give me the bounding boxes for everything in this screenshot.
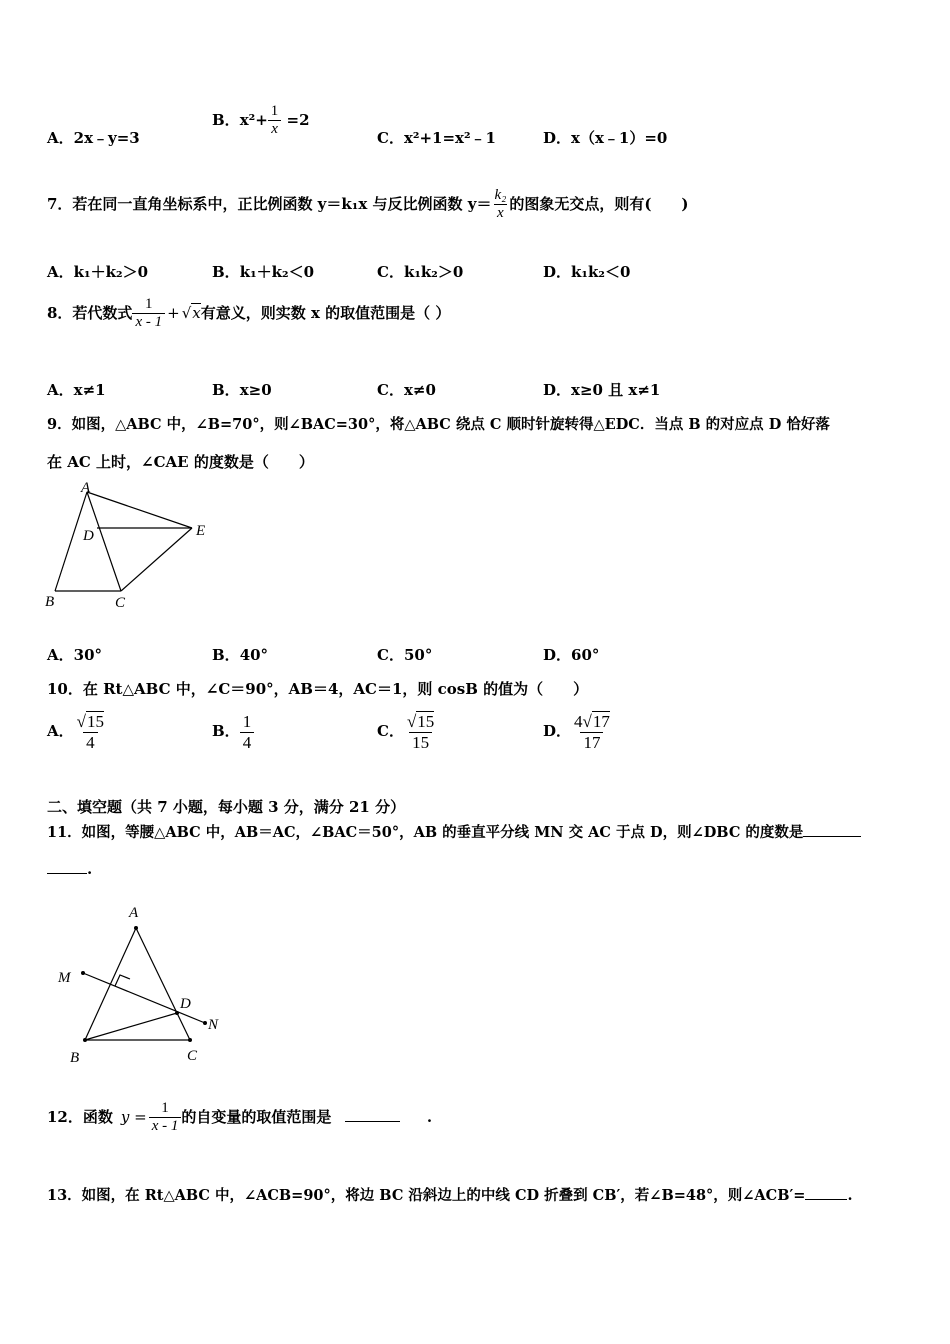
q9-option-c: C．50° bbox=[377, 646, 433, 664]
q13-answer-blank[interactable] bbox=[805, 1199, 847, 1200]
q10-option-c: C． $\frac{√15}{15}$ bbox=[377, 712, 435, 752]
q11-stem: 11．如图，等腰△ABC 中，AB＝AC，∠BAC＝50°，AB 的垂直平分线 MN 交 AC 于点 D，则∠DBC 的度数是 bbox=[47, 821, 861, 842]
q8-option-b: B．x≥0 bbox=[212, 381, 272, 399]
q7-option-a: A．k₁＋k₂＞0 bbox=[47, 263, 149, 281]
q9-figure bbox=[40, 478, 230, 613]
q9-option-b: B．40° bbox=[212, 646, 269, 664]
q7-option-b: B．k₁＋k₂＜0 bbox=[212, 263, 315, 281]
q11-label-m: M bbox=[58, 970, 71, 986]
q13-stem: 13．如图，在 Rt△ABC 中，∠ACB=90°，将边 BC 沿斜边上的中线 CD 折叠到 CB′，若∠B=48°，则∠ACB′= . bbox=[47, 1187, 853, 1204]
q11-answer-blank-cont[interactable] bbox=[47, 873, 87, 874]
q6-option-c: C．x²+1=x²﹣1 bbox=[377, 129, 496, 147]
q9-stem-line1: 9．如图，△ABC 中，∠B=70°，则∠BAC=30°，将△ABC 绕点 C 顺时针旋转得△EDC．当点 B 的对应点 D 恰好落 bbox=[47, 416, 830, 433]
q10-option-d: D． $\frac{4√17}{17}$ bbox=[543, 712, 610, 752]
q9-option-d: D．60° bbox=[543, 646, 600, 664]
q9-label-b: B bbox=[45, 594, 55, 610]
q6-option-d: D．x（x﹣1）=0 bbox=[543, 129, 668, 147]
q8-option-d: D．x≥0 且 x≠1 bbox=[543, 381, 661, 399]
q10-stem: 10．在 Rt△ABC 中，∠C＝90°，AB＝4，AC＝1，则 cosB 的值为（ ） bbox=[47, 680, 589, 698]
q12-stem: 12．函数 y = $\frac{1}{x - 1}$ 的自变量的取值范围是 . bbox=[47, 1100, 433, 1135]
q11-label-d: D bbox=[180, 996, 191, 1012]
q9-label-c: C bbox=[115, 595, 126, 611]
q7-option-c: C．k₁k₂＞0 bbox=[377, 263, 464, 281]
q11-figure bbox=[50, 898, 230, 1070]
q11-label-c: C bbox=[187, 1048, 198, 1064]
q6-option-a: A．2x﹣y=3 bbox=[47, 129, 140, 147]
q11-label-n: N bbox=[208, 1017, 219, 1033]
q8-stem: 8．若代数式 $\frac{1}{x - 1}$ + √x有意义，则实数 x 的取值范围是（ ） bbox=[47, 296, 451, 331]
q9-label-d: D bbox=[83, 528, 94, 544]
q11-label-b: B bbox=[70, 1050, 80, 1066]
q9-stem-line2: 在 AC 上时，∠CAE 的度数是（ ） bbox=[47, 453, 314, 471]
q9-label-a: A bbox=[81, 480, 91, 496]
q9-label-e: E bbox=[196, 523, 206, 539]
q9-option-a: A．30° bbox=[47, 646, 103, 664]
q7-stem: 7．若在同一直角坐标系中，正比例函数 y＝k₁x 与反比例函数 y＝ $\frac{\text{k₂}}{x}$ 的图象无交点，则有( ) bbox=[47, 187, 689, 222]
q7-option-d: D．k₁k₂＜0 bbox=[543, 263, 631, 281]
q11-label-a: A bbox=[129, 905, 139, 921]
q12-answer-blank[interactable] bbox=[345, 1121, 400, 1122]
q11-stem-line2: . bbox=[47, 860, 92, 878]
q10-option-a: A． $\frac{√15}{4}$ bbox=[47, 712, 104, 752]
section-2-heading: 二、填空题（共 7 小题，每小题 3 分，满分 21 分） bbox=[47, 798, 406, 816]
q10-option-b: B． $\frac{1}{4}$ bbox=[212, 712, 254, 752]
q6-option-b: B．x²+ $\frac{1}{x}$ =2 bbox=[212, 103, 310, 138]
q8-option-a: A．x≠1 bbox=[47, 381, 106, 399]
q8-option-c: C．x≠0 bbox=[377, 381, 436, 399]
q11-answer-blank[interactable] bbox=[803, 836, 861, 837]
